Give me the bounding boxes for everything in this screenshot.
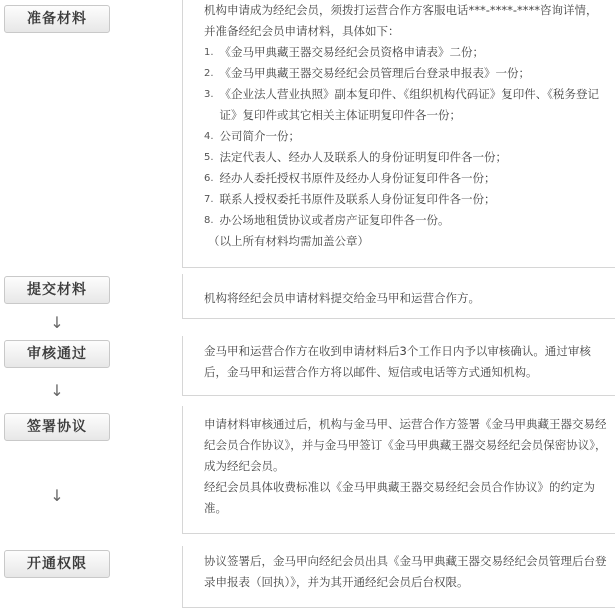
activate-bracket-line [182, 546, 183, 608]
submit-materials-content [204, 288, 608, 309]
step-activate-permissions-button[interactable]: 开通权限 [4, 550, 110, 578]
list-item-number: 4. [204, 131, 214, 142]
list-item-number: 8. [204, 215, 214, 226]
sign-text-2: 经纪会员具体收费标准以《金马甲典藏王器交易经纪会员合作协议》的约定为准。 [204, 480, 595, 515]
review-passed-content [204, 341, 608, 383]
list-item [204, 126, 608, 147]
list-item [204, 168, 608, 189]
sign-bracket-line [182, 406, 183, 534]
list-item-number: 1. [204, 47, 214, 58]
list-item [204, 84, 608, 126]
list-item-number: 5. [204, 152, 214, 163]
stamp-note: （以上所有材料均需加盖公章） [208, 234, 369, 248]
list-item-text: 《金马甲典藏王器交易经纪会员资格申请表》二份； [219, 45, 485, 59]
prepare-materials-content [204, 0, 608, 252]
list-item-number: 3. [204, 89, 214, 100]
list-item-text: 办公场地租赁协议或者房产证复印件各一份。 [219, 213, 450, 227]
list-item-number: 6. [204, 173, 214, 184]
list-item-text: 公司简介一份； [219, 129, 301, 143]
arrow-down-icon: ↓ [50, 486, 64, 505]
list-item [204, 210, 608, 231]
arrow-down-icon: ↓ [50, 381, 64, 400]
activate-permissions-content [204, 551, 608, 593]
activate-text: 协议签署后，金马甲向经纪会员出具《金马甲典藏王器交易经纪会员管理后台登录申报表（回执）》，并为其开通经纪会员后台权限。 [204, 554, 607, 589]
submit-bottom-line [182, 318, 615, 319]
review-bracket-line [182, 336, 183, 396]
list-item [204, 63, 608, 84]
prepare-bottom-line [182, 267, 615, 268]
sign-agreement-content [204, 414, 608, 519]
list-item-text: 《企业法人营业执照》副本复印件、《组织机构代码证》复印件、《税务登记证》复印件或其它相关主体证明复印件各一份； [219, 87, 600, 122]
submit-text: 机构将经纪会员申请材料提交给金马甲和运营合作方。 [204, 291, 480, 305]
list-item-number: 2. [204, 68, 214, 79]
list-item [204, 42, 608, 63]
review-text: 金马甲和运营合作方在收到申请材料后3个工作日内予以审核确认。通过审核后，金马甲和运营合作方将以邮件、短信或电话等方式通知机构。 [204, 344, 591, 379]
sign-text-1: 申请材料审核通过后，机构与金马甲、运营合作方签署《金马甲典藏王器交易经纪会员合作协议》，并与金马甲签订《金马甲典藏王器交易经纪会员保密协议》，成为经纪会员。 [204, 417, 607, 473]
prepare-bracket-line [182, 0, 183, 268]
review-bottom-line [182, 395, 615, 396]
step-review-passed-button[interactable]: 审核通过 [4, 340, 110, 368]
list-item [204, 189, 608, 210]
arrow-down-icon: ↓ [50, 313, 64, 332]
list-item-text: 法定代表人、经办人及联系人的身份证明复印件各一份； [219, 150, 508, 164]
list-item-text: 联系人授权委托书原件及联系人身份证复印件各一份； [219, 192, 496, 206]
prepare-intro-line-2: 并准备经纪会员申请材料，具体如下： [204, 24, 400, 38]
prepare-intro-line-1: 机构申请成为经纪会员，须拨打运营合作方客服电话***-****-****咨询详情， [204, 3, 598, 17]
materials-list [204, 42, 608, 231]
list-item-text: 《金马甲典藏王器交易经纪会员管理后台登录申报表》一份； [219, 66, 531, 80]
step-submit-materials-button[interactable]: 提交材料 [4, 276, 110, 304]
submit-bracket-line [182, 274, 183, 319]
list-item [204, 147, 608, 168]
step-prepare-materials-button[interactable]: 准备材料 [4, 5, 110, 33]
step-sign-agreement-button[interactable]: 签署协议 [4, 413, 110, 441]
sign-bottom-line [182, 533, 615, 534]
list-item-text: 经办人委托授权书原件及经办人身份证复印件各一份； [219, 171, 496, 185]
list-item-number: 7. [204, 194, 214, 205]
